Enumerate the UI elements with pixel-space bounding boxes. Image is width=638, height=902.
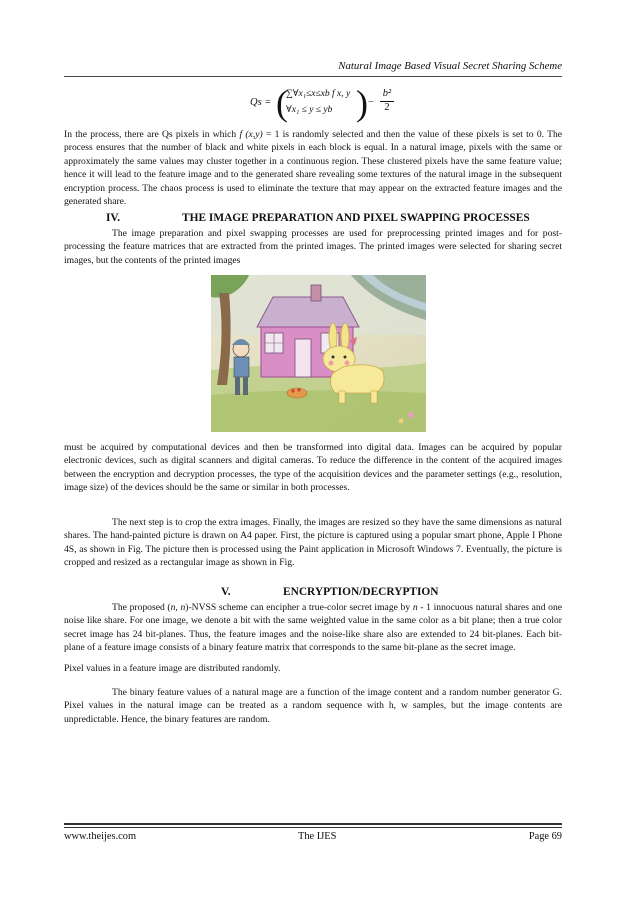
- footer-rule-thick: [64, 823, 562, 825]
- footer-rule-thin: [64, 827, 562, 828]
- p5-text-b: )-NVSS scheme can encipher a true-color secret image by: [185, 602, 413, 613]
- equation-sum: ∑∀x₁≤x≤xb f x, y: [286, 89, 351, 99]
- equation-minus: −: [368, 97, 374, 108]
- p1-text-b: = 1 is randomly selected and then the value of these pixels is set to 0. The process ensures that the number of black and white pixels in each block is equal. In a natural image, pixels with the same or approximately the same values may cluster together in a continuous region. These clustered pixels have the same feature value; hence it will lead to the feature image and to the generated share revealing some textures of the natural image in the subsequent encryption process. The chaos process is used to eliminate the texture that may appear on the extracted feature images and the generated share.: [64, 129, 563, 208]
- p5-nn: n, n: [170, 602, 186, 613]
- p5-text-a: The proposed (: [112, 602, 171, 613]
- section-v-title: ENCRYPTION/DECRYPTION: [283, 586, 439, 598]
- fraction-numerator: b²: [380, 88, 394, 102]
- paragraph-nvss-scheme: [64, 601, 562, 655]
- p1-function: f (x,y): [239, 129, 263, 140]
- equation-lhs: Qs =: [250, 97, 272, 108]
- footer-website: www.theijes.com: [64, 831, 137, 842]
- paragraph-pixel-values: Pixel values in a feature image are distributed randomly.: [64, 663, 281, 674]
- paragraph-binary-features: The binary feature values of a natural mage are a function of the image content and a random number generator G. Pixel values in the natural image can be treated as a random sequence with h, w samples, but the image contents are unpredictable. Hence, the binary features are random.: [64, 687, 562, 725]
- section-iv-title: THE IMAGE PREPARATION AND PIXEL SWAPPING PROCESSES: [182, 212, 530, 224]
- paragraph-acquisition: must be acquired by computational devices and then be transformed into digital data. Images can be acquired by popular electronic devices, such as digital scanners and digital cameras. To reduce the difference in the content of the acquired images between the encryption and decryption processes, the type of the acquisition devices and the parameter settings (e.g., resolution, image size) of the devices should be the same or similar in both processes.: [64, 442, 562, 494]
- figure-hand-painted-picture: [211, 275, 426, 432]
- equation-condition: ∀x₁ ≤ y ≤ yb: [286, 105, 333, 115]
- paragraph-image-preparation: The image preparation and pixel swapping processes are used for preprocessing printed images and for post-processing the feature matrices that are extracted from the printed images. The printed images were selected for sharing secret images, but the contents of the printed images: [64, 228, 562, 266]
- footer-journal: The IJES: [298, 831, 337, 842]
- fraction-denominator: 2: [384, 102, 390, 113]
- equation-right-paren: ): [356, 83, 368, 123]
- equation-fraction: [380, 88, 394, 114]
- equation-left-paren: (: [276, 83, 288, 123]
- section-iv-number: IV.: [106, 212, 121, 224]
- footer-page-number: Page 69: [528, 831, 562, 842]
- hand-painted-house-rabbit-picture-icon: [211, 275, 426, 432]
- equation: [250, 83, 400, 123]
- paragraph-crop-resize: The next step is to crop the extra images. Finally, the images are resized so they have the same dimensions as natural shares. The hand-painted picture is drawn on A4 paper. First, the picture is captured using a popular smart phone, Apple I Phone 4S, as shown in Fig. The picture then is processed using the Paint application in Microsoft Windows 7. Eventually, the picture is cropped and resized as a rectangular image as shown in Fig.: [64, 517, 562, 569]
- paragraph-qs-process: [64, 128, 562, 208]
- p1-text-a: In the process, there are Qs pixels in which: [64, 129, 240, 140]
- section-v-number: V.: [221, 586, 231, 598]
- p5-text-c: - 1 innocuous natural shares and one noise like share. For one image, we denote a bit with the same weighted value in the same color as a bit plane; then a true color secret image has 24 bit-planes. Thus, the feature images and the noise-like share also are extended to 24 bit-planes. Each bit-plane of a feature image consists of a binary feature matrix that corresponds to the same bit-plane as the secret image.: [64, 602, 563, 654]
- running-header: Natural Image Based Visual Secret Sharing Scheme: [338, 60, 562, 72]
- header-rule: [64, 76, 562, 77]
- p5-n: n: [412, 602, 418, 613]
